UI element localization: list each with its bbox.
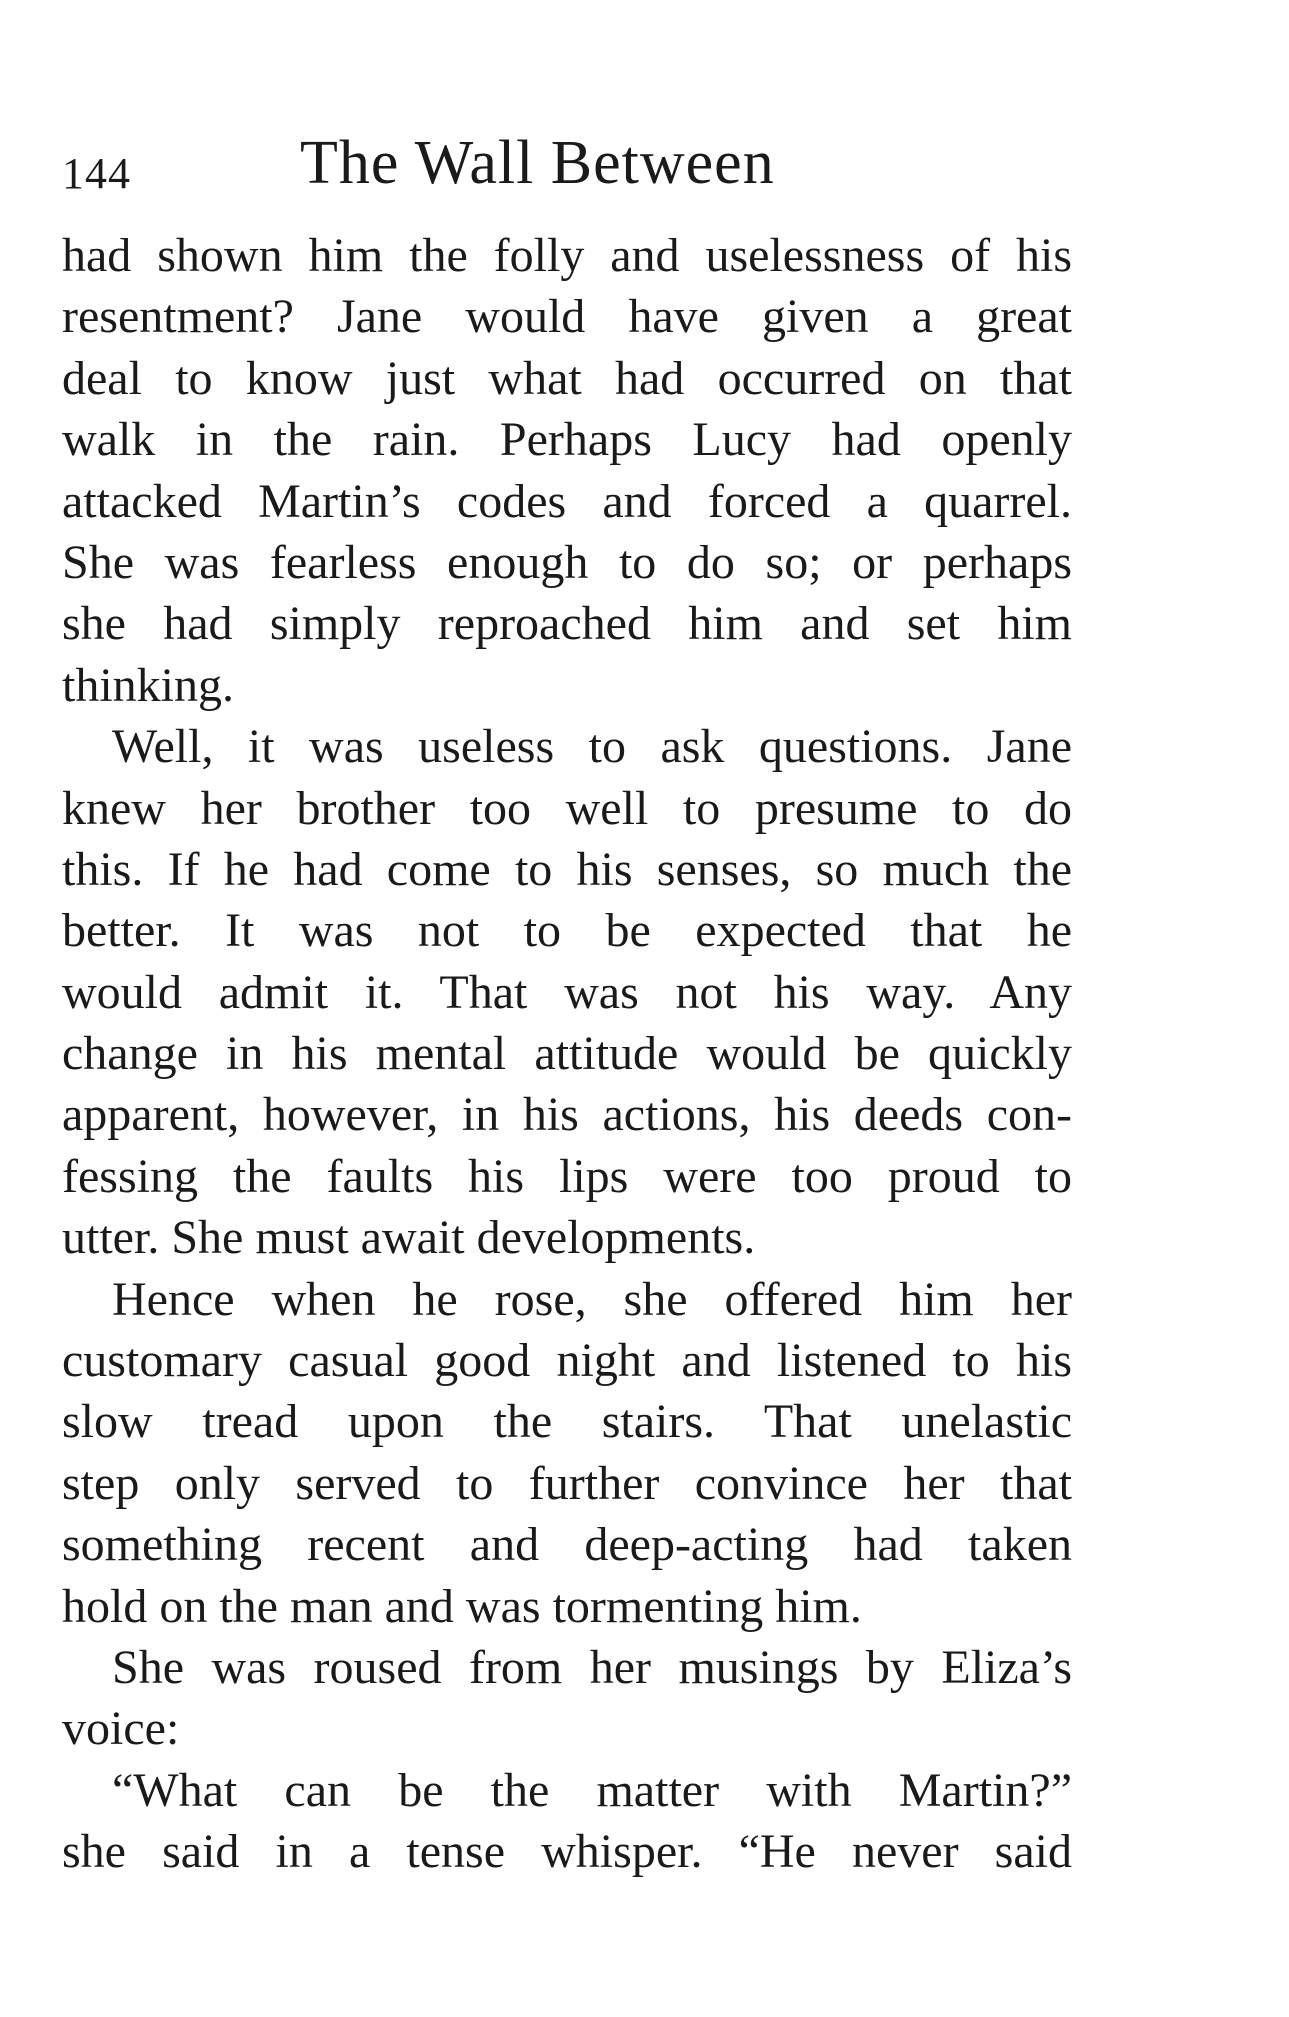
text-line: had shown him the folly and uselessness of his [62, 229, 1072, 282]
text-line: attacked Martin’s codes and forced a quarrel. [62, 474, 1072, 528]
text-line: fessing the faults his lips were too proud to [62, 1149, 1072, 1203]
text-line: apparent, however, in his actions, his deeds con- [62, 1088, 1072, 1142]
paragraph [62, 1269, 1072, 1637]
page-number: 144 [62, 149, 131, 198]
text-line: walk in the rain. Perhaps Lucy had openly [62, 413, 1072, 467]
text-line: hold on the man and was tormenting him. [62, 1579, 862, 1633]
text-line: She was roused from her musings by Eliza’s [112, 1640, 1072, 1694]
text-line: Well, it was useless to ask questions. Jane [112, 720, 1072, 774]
text-line: knew her brother too well to presume to do [62, 781, 1072, 835]
text-line: resentment? Jane would have given a great [62, 290, 1072, 344]
text-line: voice: [62, 1702, 180, 1756]
text-line: thinking. [62, 658, 235, 712]
text-line: deal to know just what had occurred on that [62, 351, 1072, 405]
text-line: she had simply reproached him and set him [62, 597, 1072, 651]
text-line: she said in a tense whisper. “He never said [62, 1825, 1072, 1879]
paragraph [62, 716, 1072, 1269]
text-line: customary casual good night and listened to his [62, 1334, 1072, 1388]
text-line: “What can be the matter with Martin?” [112, 1763, 1072, 1817]
page-header [62, 128, 1082, 208]
text-line: this. If he had come to his senses, so much the [62, 842, 1072, 896]
paragraph [62, 1760, 1072, 1883]
text-line: step only served to further convince her that [62, 1456, 1072, 1510]
text-line: utter. She must await developments. [62, 1211, 756, 1265]
text-line: change in his mental attitude would be quickly [62, 1027, 1072, 1081]
text-line: better. It was not to be expected that he [62, 904, 1072, 958]
text-line: She was fearless enough to do so; or perhaps [62, 535, 1072, 589]
text-line: slow tread upon the stairs. That unelastic [62, 1395, 1072, 1449]
paragraph [62, 225, 1072, 716]
body-text [62, 225, 1072, 1883]
text-line: would admit it. That was not his way. Any [62, 965, 1072, 1019]
paragraph [62, 1637, 1072, 1760]
text-line: something recent and deep-acting had taken [62, 1518, 1072, 1572]
text-line: Hence when he rose, she offered him her [112, 1272, 1072, 1326]
running-title: The Wall Between [300, 129, 775, 197]
